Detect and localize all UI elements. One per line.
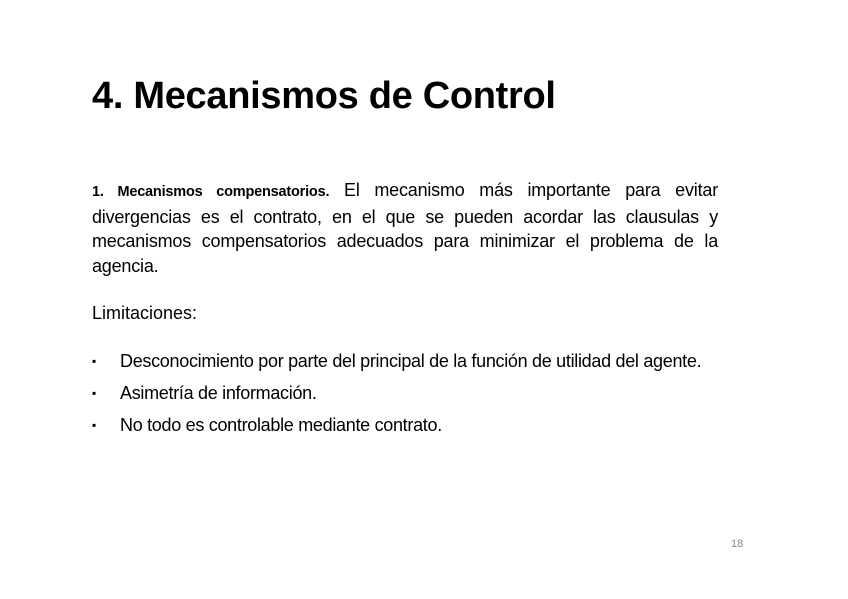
intro-paragraph xyxy=(92,178,718,278)
list-item-text: Desconocimiento por parte del principal de la función de utilidad del agente. xyxy=(120,351,702,371)
intro-lead: 1. Mecanismos compensatorios. xyxy=(92,184,330,200)
intro-text: El mecanismo más importante para evitar divergencias es el contrato, en el que se pueden acordar las clausulas y mecanismos compensatorios adecuados para minimizar el problema de la agencia. xyxy=(92,180,718,276)
list-item xyxy=(92,381,722,406)
slide-title: 4. Mecanismos de Control xyxy=(92,75,556,117)
bullet-square-icon: ▪ xyxy=(92,418,96,432)
list-item-text: Asimetría de información. xyxy=(120,383,317,403)
limitations-list xyxy=(92,349,722,445)
limitations-label: Limitaciones: xyxy=(92,303,198,323)
list-item-text: No todo es controlable mediante contrato. xyxy=(120,415,442,435)
page-number: 18 xyxy=(731,538,744,550)
list-item xyxy=(92,413,722,438)
list-item xyxy=(92,349,722,374)
bullet-square-icon: ▪ xyxy=(92,354,96,368)
bullet-square-icon: ▪ xyxy=(92,386,96,400)
